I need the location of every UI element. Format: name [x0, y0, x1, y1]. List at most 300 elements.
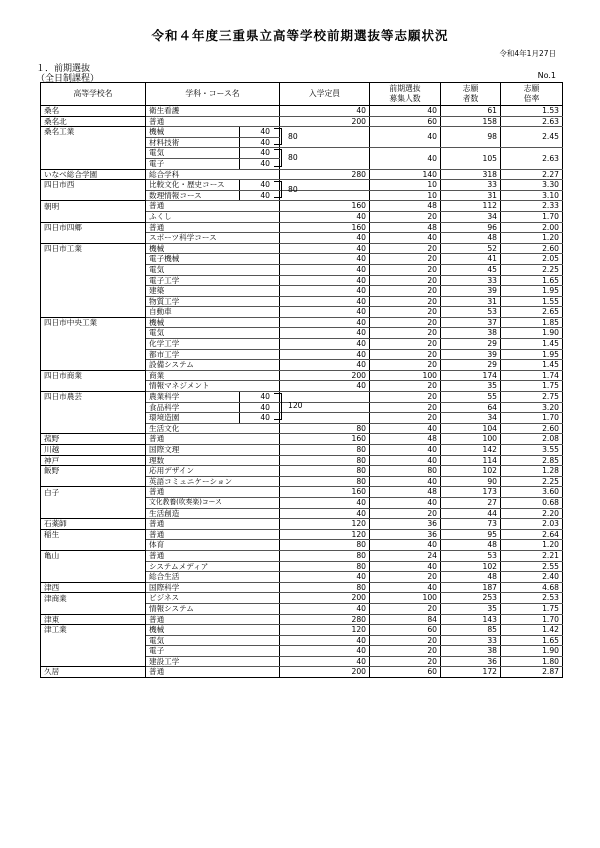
table-row — [41, 275, 563, 286]
group-total-capacity: 80 — [288, 184, 298, 194]
applicants-cell: 39 — [441, 286, 501, 297]
capacity-cell: 120 — [280, 625, 370, 636]
course-label: 普通 — [149, 550, 165, 560]
capacity-cell: 80 — [280, 466, 370, 477]
applicants-cell: 61 — [441, 106, 501, 117]
capacity-cell: 40 — [280, 656, 370, 667]
school-name: 稲生 — [41, 529, 146, 540]
ratio-cell: 1.65 — [501, 635, 563, 646]
recruit-cell: 20 — [370, 243, 441, 254]
course-label: スポーツ科学コース — [149, 233, 217, 243]
recruit-cell: 60 — [370, 667, 441, 678]
table-row — [41, 116, 563, 127]
capacity-cell: 80 — [280, 540, 370, 551]
applicants-cell: 142 — [441, 445, 501, 456]
capacity-cell: 80 — [280, 561, 370, 572]
capacity-cell: 40 — [280, 254, 370, 265]
course-label: ふくし — [149, 211, 172, 221]
table-row — [41, 381, 563, 392]
ratio-cell: 2.21 — [501, 550, 563, 561]
table-row — [41, 625, 563, 636]
course-name — [146, 487, 280, 498]
school-name: 四日市農芸 — [41, 392, 146, 403]
course-label: 国際科学 — [149, 582, 180, 592]
ratio-cell: 1.42 — [501, 625, 563, 636]
recruit-cell: 20 — [370, 307, 441, 318]
table-row — [41, 307, 563, 318]
applicants-cell: 112 — [441, 201, 501, 212]
course-name — [146, 540, 280, 551]
recruit-cell: 10 — [370, 180, 441, 191]
recruit-cell: 20 — [370, 286, 441, 297]
course-label: 総合学科 — [149, 169, 180, 179]
recruit-cell: 20 — [370, 656, 441, 667]
course-name — [146, 635, 280, 646]
header-applicants: 志願 者数 — [441, 83, 501, 106]
school-name: 白子 — [41, 487, 146, 498]
table-row — [41, 582, 563, 593]
school-name — [41, 540, 146, 551]
table-row — [41, 603, 563, 614]
table-row — [41, 392, 563, 403]
ratio-cell: 1.95 — [501, 349, 563, 360]
recruit-cell: 20 — [370, 402, 441, 413]
applicants-cell: 102 — [441, 561, 501, 572]
ratio-cell: 2.55 — [501, 561, 563, 572]
applicants-cell: 55 — [441, 392, 501, 403]
page-title: 令和４年度三重県立高等学校前期選抜等志願状況 — [151, 28, 449, 43]
course-name — [146, 455, 280, 466]
table-row — [41, 254, 563, 265]
applicants-cell: 33 — [441, 635, 501, 646]
course-label: 物質工学 — [149, 296, 180, 306]
course-name — [146, 582, 280, 593]
course-label: 食品科学 — [149, 402, 180, 412]
table-row — [41, 286, 563, 297]
course-name — [146, 593, 280, 604]
capacity-cell: 40 — [280, 349, 370, 360]
capacity-cell: 200 — [280, 667, 370, 678]
course-name — [146, 339, 280, 350]
course-label: 自動車 — [149, 307, 172, 317]
ratio-cell: 2.64 — [501, 529, 563, 540]
ratio-cell: 2.60 — [501, 243, 563, 254]
ratio-cell: 2.63 — [501, 148, 563, 169]
capacity-cell: 40 — [280, 211, 370, 222]
ratio-cell: 1.55 — [501, 296, 563, 307]
table-row — [41, 455, 563, 466]
school-name — [41, 296, 146, 307]
course-label: 電気 — [149, 264, 165, 274]
table-row — [41, 561, 563, 572]
sub-capacity: 40 — [239, 403, 274, 413]
ratio-cell: 2.75 — [501, 392, 563, 403]
course-label: ビジネス — [149, 593, 180, 603]
applicants-cell: 48 — [441, 233, 501, 244]
course-label: システムメディア — [149, 561, 209, 571]
school-name — [41, 190, 146, 201]
capacity-cell — [280, 413, 370, 424]
course-label: 理数 — [149, 455, 165, 465]
ratio-cell: 3.30 — [501, 180, 563, 191]
table-row — [41, 466, 563, 477]
school-name: 津西 — [41, 582, 146, 593]
sub-capacity: 40 — [239, 138, 274, 148]
course-label: 電子機械 — [149, 254, 180, 264]
capacity-cell: 40 — [280, 381, 370, 392]
ratio-cell: 3.10 — [501, 190, 563, 201]
ratio-cell: 1.80 — [501, 656, 563, 667]
course-name — [146, 254, 280, 265]
ratio-cell: 1.75 — [501, 381, 563, 392]
recruit-cell: 100 — [370, 593, 441, 604]
capacity-cell: 280 — [280, 169, 370, 180]
school-name: 津商業 — [41, 593, 146, 604]
school-name — [41, 211, 146, 222]
course-label: 化学工学 — [149, 339, 180, 349]
recruit-cell: 140 — [370, 169, 441, 180]
recruit-cell: 20 — [370, 646, 441, 657]
course-label: 普通 — [149, 116, 165, 126]
table-row — [41, 317, 563, 328]
ratio-cell: 1.85 — [501, 317, 563, 328]
course-label: 材料技術 — [149, 137, 180, 147]
course-name — [146, 561, 280, 572]
capacity-cell: 40 — [280, 296, 370, 307]
school-name: 津東 — [41, 614, 146, 625]
course-label: 環境造園 — [149, 413, 180, 423]
school-name — [41, 137, 146, 148]
applicants-cell: 90 — [441, 476, 501, 487]
course-label: 応用デザイン — [149, 466, 195, 476]
sub-capacity: 40 — [239, 392, 274, 402]
course-label: 電気 — [149, 148, 165, 158]
course-label: 電気 — [149, 328, 165, 338]
ratio-cell: 3.60 — [501, 487, 563, 498]
table-row — [41, 148, 563, 159]
school-name: 桑名 — [41, 106, 146, 117]
applicants-cell: 35 — [441, 603, 501, 614]
ratio-cell: 2.63 — [501, 116, 563, 127]
table-row — [41, 593, 563, 604]
capacity-cell: 40 — [280, 339, 370, 350]
course-name — [146, 158, 280, 169]
school-name: 桑名工業 — [41, 127, 146, 138]
header-capacity: 入学定員 — [280, 83, 370, 106]
course-label: 情報マネジメント — [149, 381, 210, 391]
capacity-cell: 160 — [280, 201, 370, 212]
applicants-cell: 253 — [441, 593, 501, 604]
ratio-cell: 1.90 — [501, 646, 563, 657]
course-label: 建築 — [149, 286, 165, 296]
course-label: 国際文理 — [149, 445, 180, 454]
course-label: 比較文化・歴史コース — [149, 180, 225, 190]
course-name — [146, 127, 298, 141]
recruit-cell: 20 — [370, 635, 441, 646]
ratio-cell: 1.70 — [501, 211, 563, 222]
capacity-cell: 200 — [280, 593, 370, 604]
applicants-cell: 39 — [441, 349, 501, 360]
recruit-cell: 84 — [370, 614, 441, 625]
applicants-cell: 187 — [441, 582, 501, 593]
recruit-cell: 10 — [370, 190, 441, 201]
ratio-cell: 1.20 — [501, 540, 563, 551]
applicants-cell: 85 — [441, 625, 501, 636]
recruit-cell: 40 — [370, 540, 441, 551]
school-name — [41, 423, 146, 434]
school-name — [41, 413, 146, 424]
course-name — [146, 201, 280, 212]
recruit-cell: 20 — [370, 508, 441, 519]
ratio-cell: 3.20 — [501, 402, 563, 413]
applicants-cell: 31 — [441, 190, 501, 201]
ratio-cell: 3.55 — [501, 445, 563, 456]
course-label: 建設工学 — [149, 656, 180, 666]
capacity-cell: 160 — [280, 434, 370, 445]
school-name: 四日市中央工業 — [41, 317, 146, 328]
applicants-cell: 45 — [441, 264, 501, 275]
capacity-cell: 40 — [280, 635, 370, 646]
applicants-cell: 48 — [441, 540, 501, 551]
course-label: 電子工学 — [149, 275, 180, 285]
capacity-cell: 40 — [280, 106, 370, 117]
capacity-cell: 40 — [280, 233, 370, 244]
ratio-cell: 1.95 — [501, 286, 563, 297]
school-name — [41, 381, 146, 392]
course-name — [146, 603, 280, 614]
course-name — [146, 328, 280, 339]
course-label: 機械 — [149, 127, 165, 137]
school-name — [41, 402, 146, 413]
course-name — [146, 106, 280, 117]
table-row — [41, 434, 563, 445]
course-name — [146, 116, 280, 127]
applicants-cell: 29 — [441, 360, 501, 371]
header-ratio: 志願 倍率 — [501, 83, 563, 106]
group-total-capacity: 80 — [288, 153, 298, 163]
course-name — [146, 508, 280, 519]
ratio-cell: 2.00 — [501, 222, 563, 233]
course-label: 普通 — [149, 519, 165, 529]
recruit-cell: 20 — [370, 392, 441, 403]
school-name — [41, 476, 146, 487]
course-name — [146, 625, 280, 636]
ratio-cell: 2.87 — [501, 667, 563, 678]
recruit-cell: 40 — [370, 233, 441, 244]
course-name — [146, 264, 280, 275]
capacity-cell: 80 — [280, 455, 370, 466]
school-name — [41, 264, 146, 275]
applicants-cell: 318 — [441, 169, 501, 180]
table-row — [41, 106, 563, 117]
group-total-capacity: 120 — [288, 401, 303, 411]
table-row — [41, 169, 563, 180]
table-row — [41, 423, 563, 434]
capacity-cell: 40 — [280, 508, 370, 519]
capacity-cell: 80 — [280, 476, 370, 487]
school-name: 四日市西 — [41, 180, 146, 191]
capacity-cell: 200 — [280, 116, 370, 127]
sub-capacity: 40 — [239, 413, 274, 423]
table-row — [41, 370, 563, 381]
ratio-cell: 2.53 — [501, 593, 563, 604]
course-label: 普通 — [149, 529, 165, 539]
school-name: 桑名北 — [41, 116, 146, 127]
sub-capacity: 40 — [239, 180, 274, 190]
table-row — [41, 180, 563, 191]
course-name — [146, 317, 280, 328]
applicants-cell: 114 — [441, 455, 501, 466]
header-school: 高等学校名 — [41, 83, 146, 106]
course-name — [146, 360, 280, 371]
group-total-capacity: 80 — [288, 131, 298, 141]
recruit-cell: 48 — [370, 434, 441, 445]
capacity-cell: 80 — [280, 423, 370, 434]
school-name — [41, 275, 146, 286]
table-row — [41, 201, 563, 212]
course-name — [146, 381, 280, 392]
table-row — [41, 190, 563, 201]
school-name — [41, 561, 146, 572]
course-name — [146, 434, 280, 445]
course-label: 普通 — [149, 434, 165, 444]
recruit-cell: 20 — [370, 349, 441, 360]
header-recruit: 前期選抜 募集人数 — [370, 83, 441, 106]
applicants-cell: 44 — [441, 508, 501, 519]
table-row — [41, 413, 563, 424]
school-name: 津工業 — [41, 625, 146, 636]
capacity-cell: 40 — [280, 275, 370, 286]
school-name — [41, 254, 146, 265]
school-name: 亀山 — [41, 550, 146, 561]
table-row — [41, 646, 563, 657]
capacity-cell: 160 — [280, 487, 370, 498]
course-label: 生活創造 — [149, 508, 180, 518]
table-row — [41, 487, 563, 498]
applicants-cell: 33 — [441, 180, 501, 191]
school-name: 神戸 — [41, 455, 146, 466]
header-course: 学科・コース名 — [146, 83, 280, 106]
recruit-cell: 20 — [370, 572, 441, 583]
recruit-cell: 20 — [370, 296, 441, 307]
course-name — [146, 413, 280, 424]
course-name — [146, 497, 280, 508]
school-name: 四日市工業 — [41, 243, 146, 254]
applicants-cell: 29 — [441, 339, 501, 350]
recruit-cell: 40 — [370, 106, 441, 117]
ratio-cell: 2.25 — [501, 476, 563, 487]
ratio-cell: 1.75 — [501, 603, 563, 614]
course-label: 情報システム — [149, 603, 194, 613]
course-label: 普通 — [149, 201, 165, 211]
ratio-cell: 2.20 — [501, 508, 563, 519]
applicants-cell: 53 — [441, 550, 501, 561]
school-name: 四日市四郷 — [41, 222, 146, 233]
ratio-cell: 2.08 — [501, 434, 563, 445]
applicants-cell: 100 — [441, 434, 501, 445]
course-label: 商業 — [149, 370, 165, 380]
recruit-cell: 48 — [370, 222, 441, 233]
recruit-cell: 40 — [370, 455, 441, 466]
school-name: 朝明 — [41, 201, 146, 212]
applicants-cell: 52 — [441, 243, 501, 254]
applicants-cell: 48 — [441, 572, 501, 583]
recruit-cell: 40 — [370, 582, 441, 593]
ratio-cell: 2.65 — [501, 307, 563, 318]
school-name: 川越 — [41, 445, 146, 456]
course-name — [146, 646, 280, 657]
ratio-cell: 1.90 — [501, 328, 563, 339]
table-row — [41, 519, 563, 530]
capacity-cell: 80 — [280, 550, 370, 561]
ratio-cell: 2.05 — [501, 254, 563, 265]
course-label: 生活文化 — [149, 423, 180, 433]
applicants-cell: 158 — [441, 116, 501, 127]
course-label: 普通 — [149, 667, 165, 677]
table-row — [41, 328, 563, 339]
course-label: 設備システム — [149, 360, 194, 370]
applicants-cell: 33 — [441, 275, 501, 286]
table-row — [41, 243, 563, 254]
capacity-cell: 40 — [280, 328, 370, 339]
table-row — [41, 508, 563, 519]
table-row — [41, 529, 563, 540]
capacity-cell: 40 — [280, 497, 370, 508]
publish-date: 令和4年1月27日 — [499, 49, 556, 58]
school-name: 石薬師 — [41, 519, 146, 530]
school-name: 四日市商業 — [41, 370, 146, 381]
applicants-cell: 27 — [441, 497, 501, 508]
table-row — [41, 497, 563, 508]
applications-table — [40, 82, 563, 678]
school-name — [41, 646, 146, 657]
recruit-cell: 20 — [370, 254, 441, 265]
table-row — [41, 540, 563, 551]
applicants-cell: 174 — [441, 370, 501, 381]
applicants-cell: 31 — [441, 296, 501, 307]
applicants-cell: 34 — [441, 211, 501, 222]
applicants-cell: 104 — [441, 423, 501, 434]
applicants-cell: 73 — [441, 519, 501, 530]
recruit-cell: 40 — [370, 497, 441, 508]
recruit-cell: 20 — [370, 328, 441, 339]
recruit-cell: 40 — [370, 148, 441, 169]
capacity-cell: 80 — [280, 445, 370, 456]
course-label: 電子 — [149, 158, 165, 168]
ratio-cell: 1.20 — [501, 233, 563, 244]
table-row — [41, 222, 563, 233]
course-name — [146, 519, 280, 530]
school-name — [41, 349, 146, 360]
course-name — [146, 190, 280, 201]
sub-capacity: 40 — [239, 191, 274, 201]
school-name: 久居 — [41, 667, 146, 678]
applicants-cell: 35 — [441, 381, 501, 392]
course-name — [146, 572, 280, 583]
ratio-cell: 2.25 — [501, 264, 563, 275]
table-row — [41, 667, 563, 678]
course-label: 衛生看護 — [149, 106, 180, 115]
applicants-cell: 41 — [441, 254, 501, 265]
course-label: 文化教養(吹奏楽)コース — [149, 497, 222, 506]
school-name — [41, 497, 146, 508]
applicants-cell: 53 — [441, 307, 501, 318]
ratio-cell: 0.68 — [501, 497, 563, 508]
ratio-cell: 1.65 — [501, 275, 563, 286]
school-name — [41, 286, 146, 297]
capacity-cell: 40 — [280, 317, 370, 328]
table-row — [41, 476, 563, 487]
